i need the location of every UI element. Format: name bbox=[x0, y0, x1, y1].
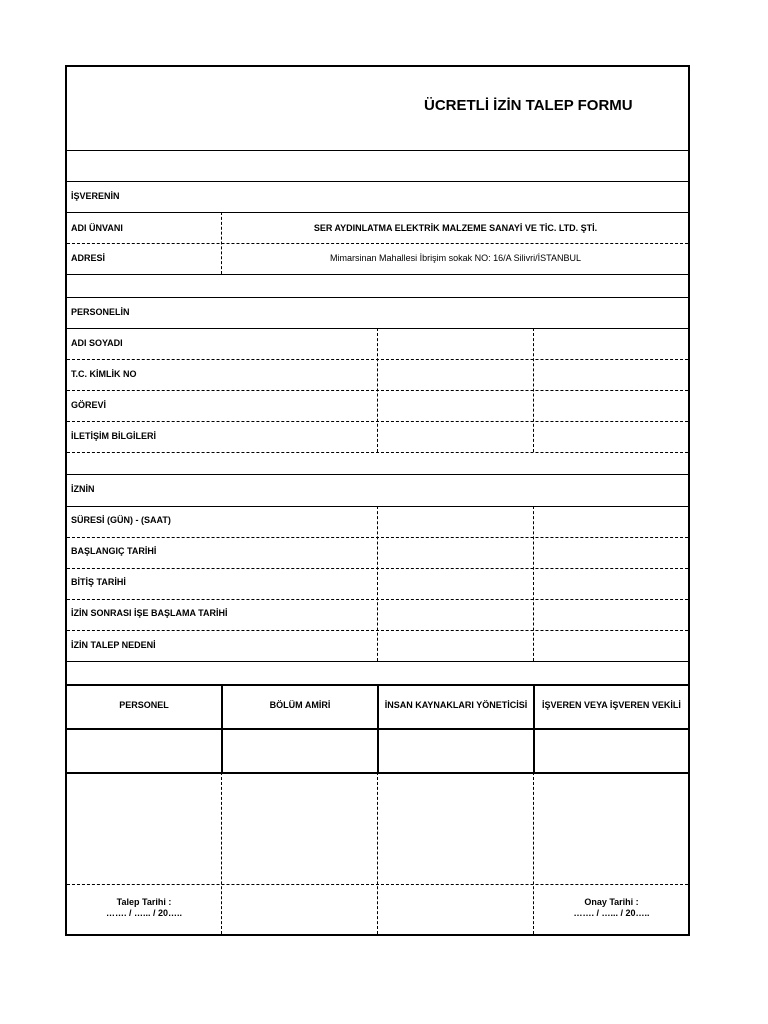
personnel-id-field[interactable] bbox=[378, 360, 532, 390]
approval-header-personnel: PERSONEL bbox=[119, 700, 169, 710]
personnel-role-field[interactable] bbox=[378, 391, 532, 421]
employer-address-value: Mimarsinan Mahallesi İbrişim sokak NO: 16/A Silivri/İSTANBUL bbox=[330, 253, 581, 263]
approval-name-department-manager[interactable] bbox=[223, 730, 376, 771]
leave-reason-label: İZİN TALEP NEDENİ bbox=[71, 640, 156, 650]
approval-header-department-manager: BÖLÜM AMİRİ bbox=[269, 700, 331, 710]
personnel-contact-field[interactable] bbox=[378, 422, 532, 452]
request-date-label: Talep Tarihi : bbox=[116, 897, 172, 907]
leave-reason-field-extra[interactable] bbox=[534, 631, 688, 661]
employer-name-label: ADI ÜNVANI bbox=[71, 223, 123, 233]
column-divider bbox=[533, 772, 534, 934]
divider bbox=[67, 150, 688, 151]
leave-end-field[interactable] bbox=[378, 569, 532, 599]
leave-duration-label: SÜRESİ (GÜN) - (SAAT) bbox=[71, 515, 171, 525]
employer-name-value: SER AYDINLATMA ELEKTRİK MALZEME SANAYİ VE TİC. LTD. ŞTİ. bbox=[313, 223, 598, 233]
leave-request-form bbox=[65, 65, 690, 936]
leave-return-label: İZİN SONRASI İŞE BAŞLAMA TARİHİ bbox=[71, 608, 228, 618]
personnel-contact-field-extra[interactable] bbox=[534, 422, 688, 452]
approval-header-employer: İŞVEREN VEYA İŞVEREN VEKİLİ bbox=[542, 700, 681, 710]
leave-return-field[interactable] bbox=[378, 600, 532, 630]
approval-header-hr-manager: İNSAN KAYNAKLARI YÖNETİCİSİ bbox=[384, 700, 528, 710]
leave-duration-field[interactable] bbox=[378, 507, 532, 537]
divider bbox=[67, 297, 688, 298]
leave-end-label: BİTİŞ TARİHİ bbox=[71, 577, 126, 587]
column-divider bbox=[221, 212, 222, 274]
personnel-section-label: PERSONELİN bbox=[71, 307, 130, 317]
divider bbox=[67, 274, 688, 275]
personnel-id-label: T.C. KİMLİK NO bbox=[71, 369, 137, 379]
personnel-contact-label: İLETİŞİM BİLGİLERİ bbox=[71, 431, 156, 441]
signature-employer[interactable] bbox=[535, 774, 688, 883]
employer-section-label: İŞVERENİN bbox=[71, 191, 120, 201]
divider bbox=[67, 452, 688, 453]
signature-personnel[interactable] bbox=[67, 774, 220, 883]
approval-date-value[interactable]: ……. / …... / 20….. bbox=[573, 908, 650, 918]
leave-duration-field-extra[interactable] bbox=[534, 507, 688, 537]
divider bbox=[67, 661, 688, 662]
personnel-name-field-extra[interactable] bbox=[534, 329, 688, 359]
divider bbox=[67, 474, 688, 475]
request-date-value[interactable]: ……. / …... / 20….. bbox=[105, 908, 183, 918]
approval-name-personnel[interactable] bbox=[67, 730, 220, 771]
divider bbox=[67, 243, 688, 244]
form-title: ÜCRETLİ İZİN TALEP FORMU bbox=[424, 97, 633, 114]
personnel-role-label: GÖREVİ bbox=[71, 400, 107, 410]
column-divider bbox=[221, 772, 222, 934]
leave-section-label: İZNİN bbox=[71, 484, 95, 494]
divider bbox=[67, 212, 688, 213]
personnel-id-field-extra[interactable] bbox=[534, 360, 688, 390]
leave-start-label: BAŞLANGIÇ TARİHİ bbox=[71, 546, 157, 556]
leave-start-field[interactable] bbox=[378, 538, 532, 568]
column-divider bbox=[377, 772, 378, 934]
leave-end-field-extra[interactable] bbox=[534, 569, 688, 599]
approval-date-label: Onay Tarihi : bbox=[584, 897, 639, 907]
signature-department-manager[interactable] bbox=[223, 774, 376, 883]
personnel-name-field[interactable] bbox=[378, 329, 532, 359]
personnel-role-field-extra[interactable] bbox=[534, 391, 688, 421]
signature-hr-manager[interactable] bbox=[379, 774, 532, 883]
leave-return-field-extra[interactable] bbox=[534, 600, 688, 630]
approval-name-employer[interactable] bbox=[535, 730, 688, 771]
divider bbox=[67, 181, 688, 182]
leave-reason-field[interactable] bbox=[378, 631, 532, 661]
approval-name-hr-manager[interactable] bbox=[379, 730, 532, 771]
personnel-name-label: ADI SOYADI bbox=[71, 338, 123, 348]
leave-start-field-extra[interactable] bbox=[534, 538, 688, 568]
employer-address-label: ADRESİ bbox=[71, 253, 106, 263]
